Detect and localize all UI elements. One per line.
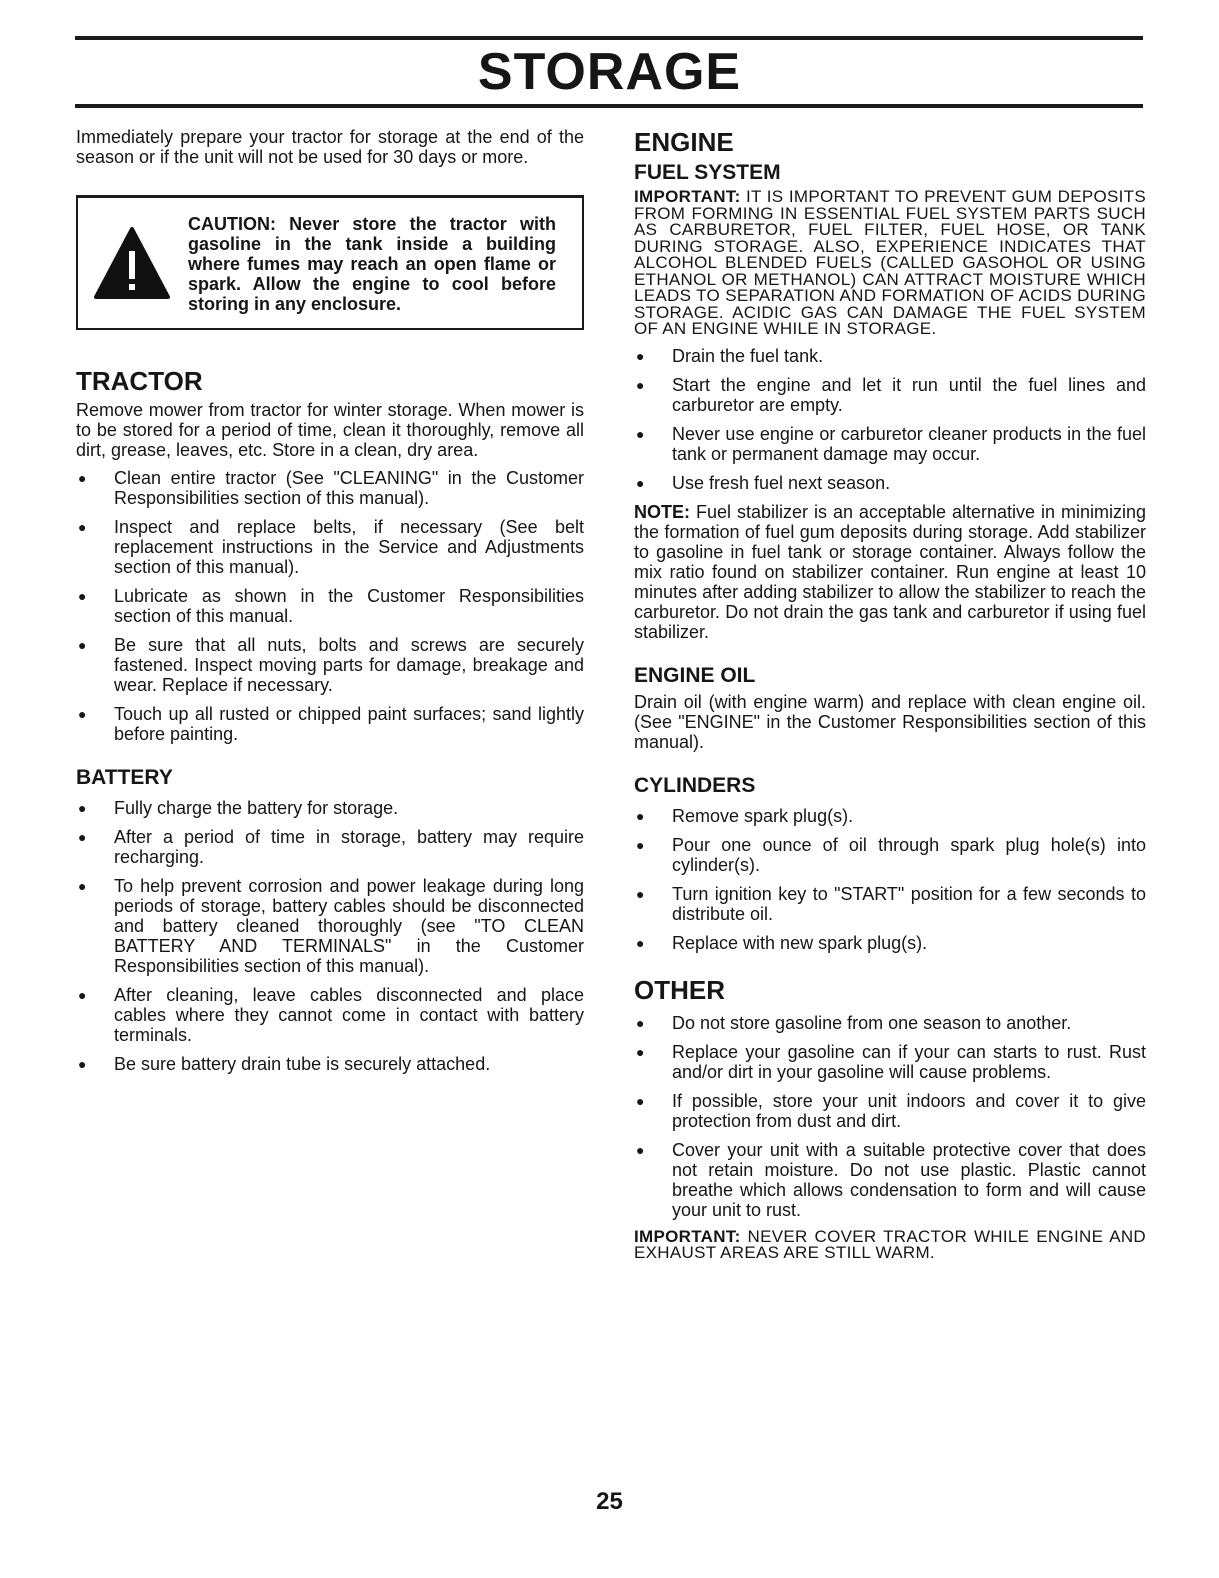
- tractor-section: [76, 366, 584, 744]
- other-important-note: IMPORTANT: NEVER COVER TRACTOR WHILE ENGINE AND EXHAUST AREAS ARE STILL WARM.: [634, 1226, 1146, 1262]
- bullet-icon: ●: [78, 829, 87, 845]
- bullet-icon: ●: [78, 878, 87, 894]
- list-item: ● Be sure battery drain tube is securely attached.: [78, 1054, 491, 1074]
- battery-section: [76, 766, 584, 1074]
- list-item: ● Lubricate as shown in the Customer Responsibilities section of this manual.: [78, 586, 584, 626]
- page-title: STORAGE: [477, 43, 742, 101]
- engine-oil-heading: ENGINE OIL: [634, 663, 756, 687]
- list-item: ● Do not store gasoline from one season to another.: [636, 1012, 1072, 1033]
- bullet-icon: ●: [78, 1056, 87, 1072]
- bullet-icon: ●: [636, 1141, 645, 1158]
- bullet-icon: ●: [78, 470, 87, 486]
- list-item: ● Replace your gasoline can if your can starts to rust. Rust and/or dirt in your gasoline will cause problems.: [636, 1041, 1146, 1082]
- battery-list: [76, 798, 584, 1074]
- bullet-icon: ●: [636, 376, 645, 393]
- bullet-icon: ●: [636, 425, 645, 442]
- list-item: ● Cover your unit with a suitable protective cover that does not retain moisture. Do not use plastic. Plastic cannot breathe which allows condensation to form and will cause your unit to rust.: [636, 1139, 1146, 1220]
- other-section: [634, 975, 1146, 1262]
- list-item: ● Never use engine or carburetor cleaner products in the fuel tank or permanent damage may occur.: [636, 423, 1146, 464]
- list-item: ● If possible, store your unit indoors and cover it to give protection from dust and dirt.: [636, 1090, 1146, 1131]
- title-underline-rule: [75, 104, 1143, 108]
- list-item: ● To help prevent corrosion and power leakage during long periods of storage, battery cables should be disconnected and battery cleaned thoroughly (see "TO CLEAN BATTERY AND TERMINALS" in the Customer Responsibilities section of this manual).: [78, 876, 584, 976]
- list-item: ● Pour one ounce of oil through spark plug hole(s) into cylinder(s).: [636, 834, 1146, 875]
- bullet-icon: ●: [636, 934, 645, 951]
- caution-box: [76, 195, 584, 330]
- warning-triangle-icon: [94, 227, 170, 301]
- bullet-icon: ●: [636, 836, 645, 853]
- list-item: ● Start the engine and let it run until the fuel lines and carburetor are empty.: [636, 374, 1146, 415]
- list-item: ● Touch up all rusted or chipped paint surfaces; sand lightly before painting.: [78, 704, 584, 744]
- tractor-heading: TRACTOR: [76, 366, 203, 396]
- cylinders-heading: CYLINDERS: [634, 773, 756, 797]
- bullet-icon: ●: [78, 588, 87, 604]
- engine-oil-section: [634, 664, 1146, 752]
- list-item: ● Remove spark plug(s).: [636, 805, 854, 826]
- list-item: ● Clean entire tractor (See "CLEANING" in the Customer Responsibilities section of this manual).: [78, 468, 584, 508]
- bullet-icon: ●: [78, 637, 87, 653]
- list-item: ● Turn ignition key to "START" position for a few seconds to distribute oil.: [636, 883, 1146, 924]
- list-item: ● Use fresh fuel next season.: [636, 472, 891, 493]
- bullet-icon: ●: [78, 706, 87, 722]
- fuel-stabilizer-note: NOTE: Fuel stabilizer is an acceptable alternative in minimizing the formation of fuel gum deposits during storage. Add stabilizer to gasoline in fuel tank or storage container. Always follow the mix ratio found on stabilizer container. Run engine at least 10 minutes after adding stabilizer to allow the stabilizer to reach the carburetor. Do not drain the gas tank and carburetor if using fuel stabilizer.: [634, 501, 1146, 642]
- fuel-system-heading: FUEL SYSTEM: [634, 161, 781, 184]
- list-item: ● After cleaning, leave cables disconnected and place cables where they cannot come in contact with battery terminals.: [78, 985, 584, 1045]
- list-item: ● Inspect and replace belts, if necessary (See belt replacement instructions in the Service and Adjustments section of this manual).: [78, 517, 584, 577]
- list-item: ● Replace with new spark plug(s).: [636, 932, 928, 953]
- bullet-icon: ●: [636, 1043, 645, 1060]
- battery-heading: BATTERY: [76, 766, 173, 789]
- tractor-paragraph: Remove mower from tractor for winter storage. When mower is to be stored for a period of time, clean it thoroughly, remove all dirt, grease, leaves, etc. Store in a clean, dry area.: [76, 400, 584, 460]
- bullet-icon: ●: [636, 474, 645, 491]
- engine-oil-paragraph: Drain oil (with engine warm) and replace with clean engine oil. (See "ENGINE" in the Customer Responsibilities section of this manual).: [634, 691, 1146, 752]
- page-number: 25: [596, 1488, 623, 1515]
- fuel-system-section: [634, 161, 1146, 642]
- bullet-icon: ●: [636, 1092, 645, 1109]
- bullet-icon: ●: [636, 885, 645, 902]
- tractor-list: [76, 468, 584, 744]
- bullet-icon: ●: [636, 807, 645, 824]
- caution-text: CAUTION: Never store the tractor with gasoline in the tank inside a building where fumes may reach an open flame or spark. Allow the engine to cool before storing in any enclosure.: [188, 214, 556, 314]
- intro-paragraph: Immediately prepare your tractor for storage at the end of the season or if the unit will not be used for 30 days or more.: [76, 127, 584, 167]
- bullet-icon: ●: [78, 800, 87, 816]
- bullet-icon: ●: [78, 519, 87, 535]
- engine-heading: ENGINE: [634, 127, 734, 157]
- other-heading: OTHER: [634, 974, 725, 1005]
- list-item: ● After a period of time in storage, battery may require recharging.: [78, 827, 584, 867]
- fuel-important-note: IMPORTANT: IT IS IMPORTANT TO PREVENT GUM DEPOSITS FROM FORMING IN ESSENTIAL FUEL SYSTEM PARTS SUCH AS CARBURETOR, FUEL FILTER, FUEL HOSE, OR TANK DURING STORAGE. ALSO, EXPERIENCE INDICATES THAT ALCOHOL BLENDED FUELS (CALLED GASOHOL OR USING ETHANOL OR METHANOL) CAN ATTRACT MOISTURE WHICH LEADS TO SEPARATION AND FORMATION OF ACIDS DURING STORAGE. ACIDIC GAS CAN DAMAGE THE FUEL SYSTEM OF AN ENGINE WHILE IN STORAGE.: [634, 187, 1146, 338]
- list-item: ● Drain the fuel tank.: [636, 345, 824, 366]
- cylinders-section: [634, 774, 1146, 953]
- cylinders-list: [634, 806, 1146, 953]
- list-item: ● Fully charge the battery for storage.: [78, 798, 399, 818]
- fuel-system-list: [634, 346, 1146, 493]
- right-column: [634, 127, 1146, 1284]
- other-list: [634, 1013, 1146, 1220]
- bullet-icon: ●: [636, 1014, 645, 1031]
- bullet-icon: ●: [636, 347, 645, 364]
- left-column: [76, 127, 584, 1096]
- top-rule: [75, 36, 1143, 40]
- bullet-icon: ●: [78, 987, 87, 1003]
- list-item: ● Be sure that all nuts, bolts and screws are securely fastened. Inspect moving parts for damage, breakage and wear. Replace if necessary.: [78, 635, 584, 695]
